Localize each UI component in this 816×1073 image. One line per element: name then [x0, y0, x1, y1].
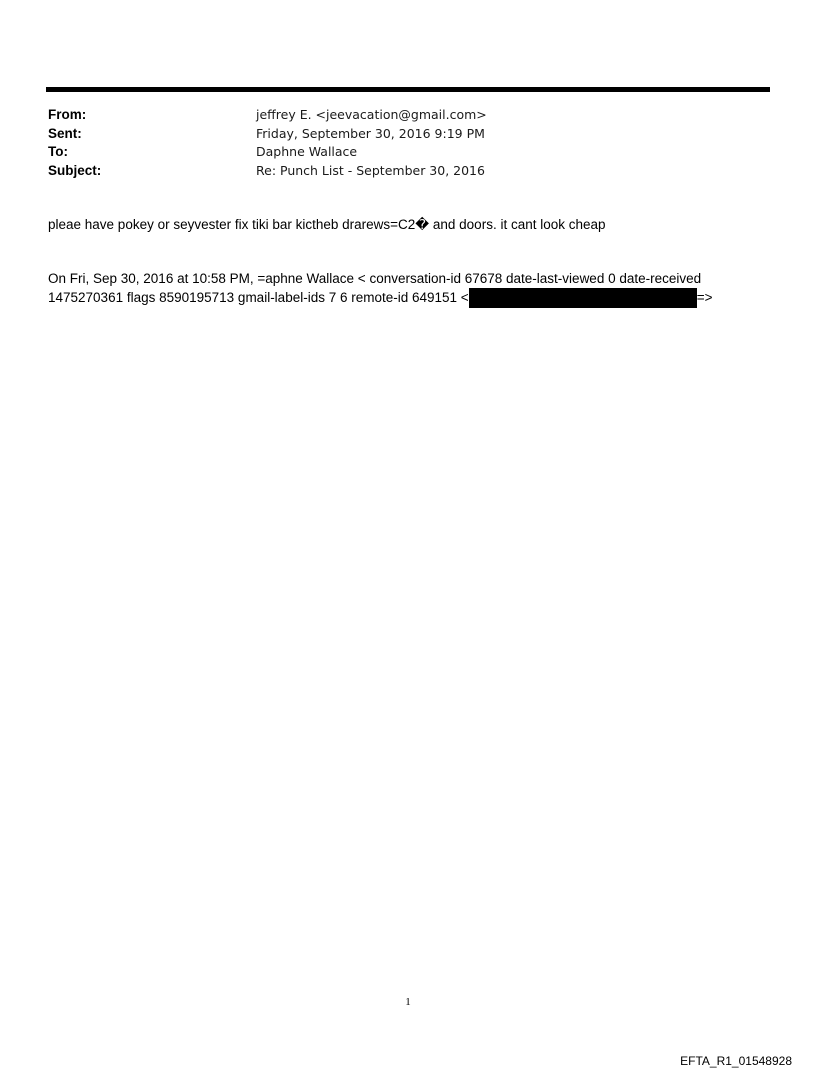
- subject-value: Re: Punch List - September 30, 2016: [256, 162, 485, 178]
- sent-row: [48, 125, 487, 144]
- page-number: 1: [405, 996, 411, 1008]
- from-label: From:: [48, 107, 87, 122]
- sent-value: Friday, September 30, 2016 9:19 PM: [256, 125, 485, 141]
- to-row: [48, 143, 487, 162]
- to-value: Daphne Wallace: [256, 144, 358, 159]
- quoted-header-text: 1475270361 flags 8590195713 gmail-label-ids 7 6 remote-id 649151 <: [48, 290, 469, 305]
- header-divider: [46, 87, 770, 92]
- email-body: pleae have pokey or seyvester fix tiki bar kictheb drarews=C2� and doors. it cant look cheap: [48, 217, 606, 232]
- subject-label: Subject:: [48, 162, 102, 178]
- email-header: [48, 106, 487, 180]
- quoted-header-line-1: On Fri, Sep 30, 2016 at 10:58 PM, =aphne Wallace < conversation-id 67678 date-last-viewed 0 date-received: [48, 271, 702, 286]
- from-value: jeffrey E. <jeevacation@gmail.com>: [256, 107, 487, 122]
- sent-label: Sent:: [48, 125, 82, 141]
- bates-number: EFTA_R1_01548928: [680, 1054, 792, 1068]
- quoted-header-line-2: [48, 288, 712, 308]
- subject-row: [48, 162, 487, 181]
- redaction-box: [469, 288, 697, 308]
- to-label: To:: [48, 144, 68, 159]
- quoted-header-tail: =>: [696, 290, 713, 305]
- from-row: [48, 106, 487, 125]
